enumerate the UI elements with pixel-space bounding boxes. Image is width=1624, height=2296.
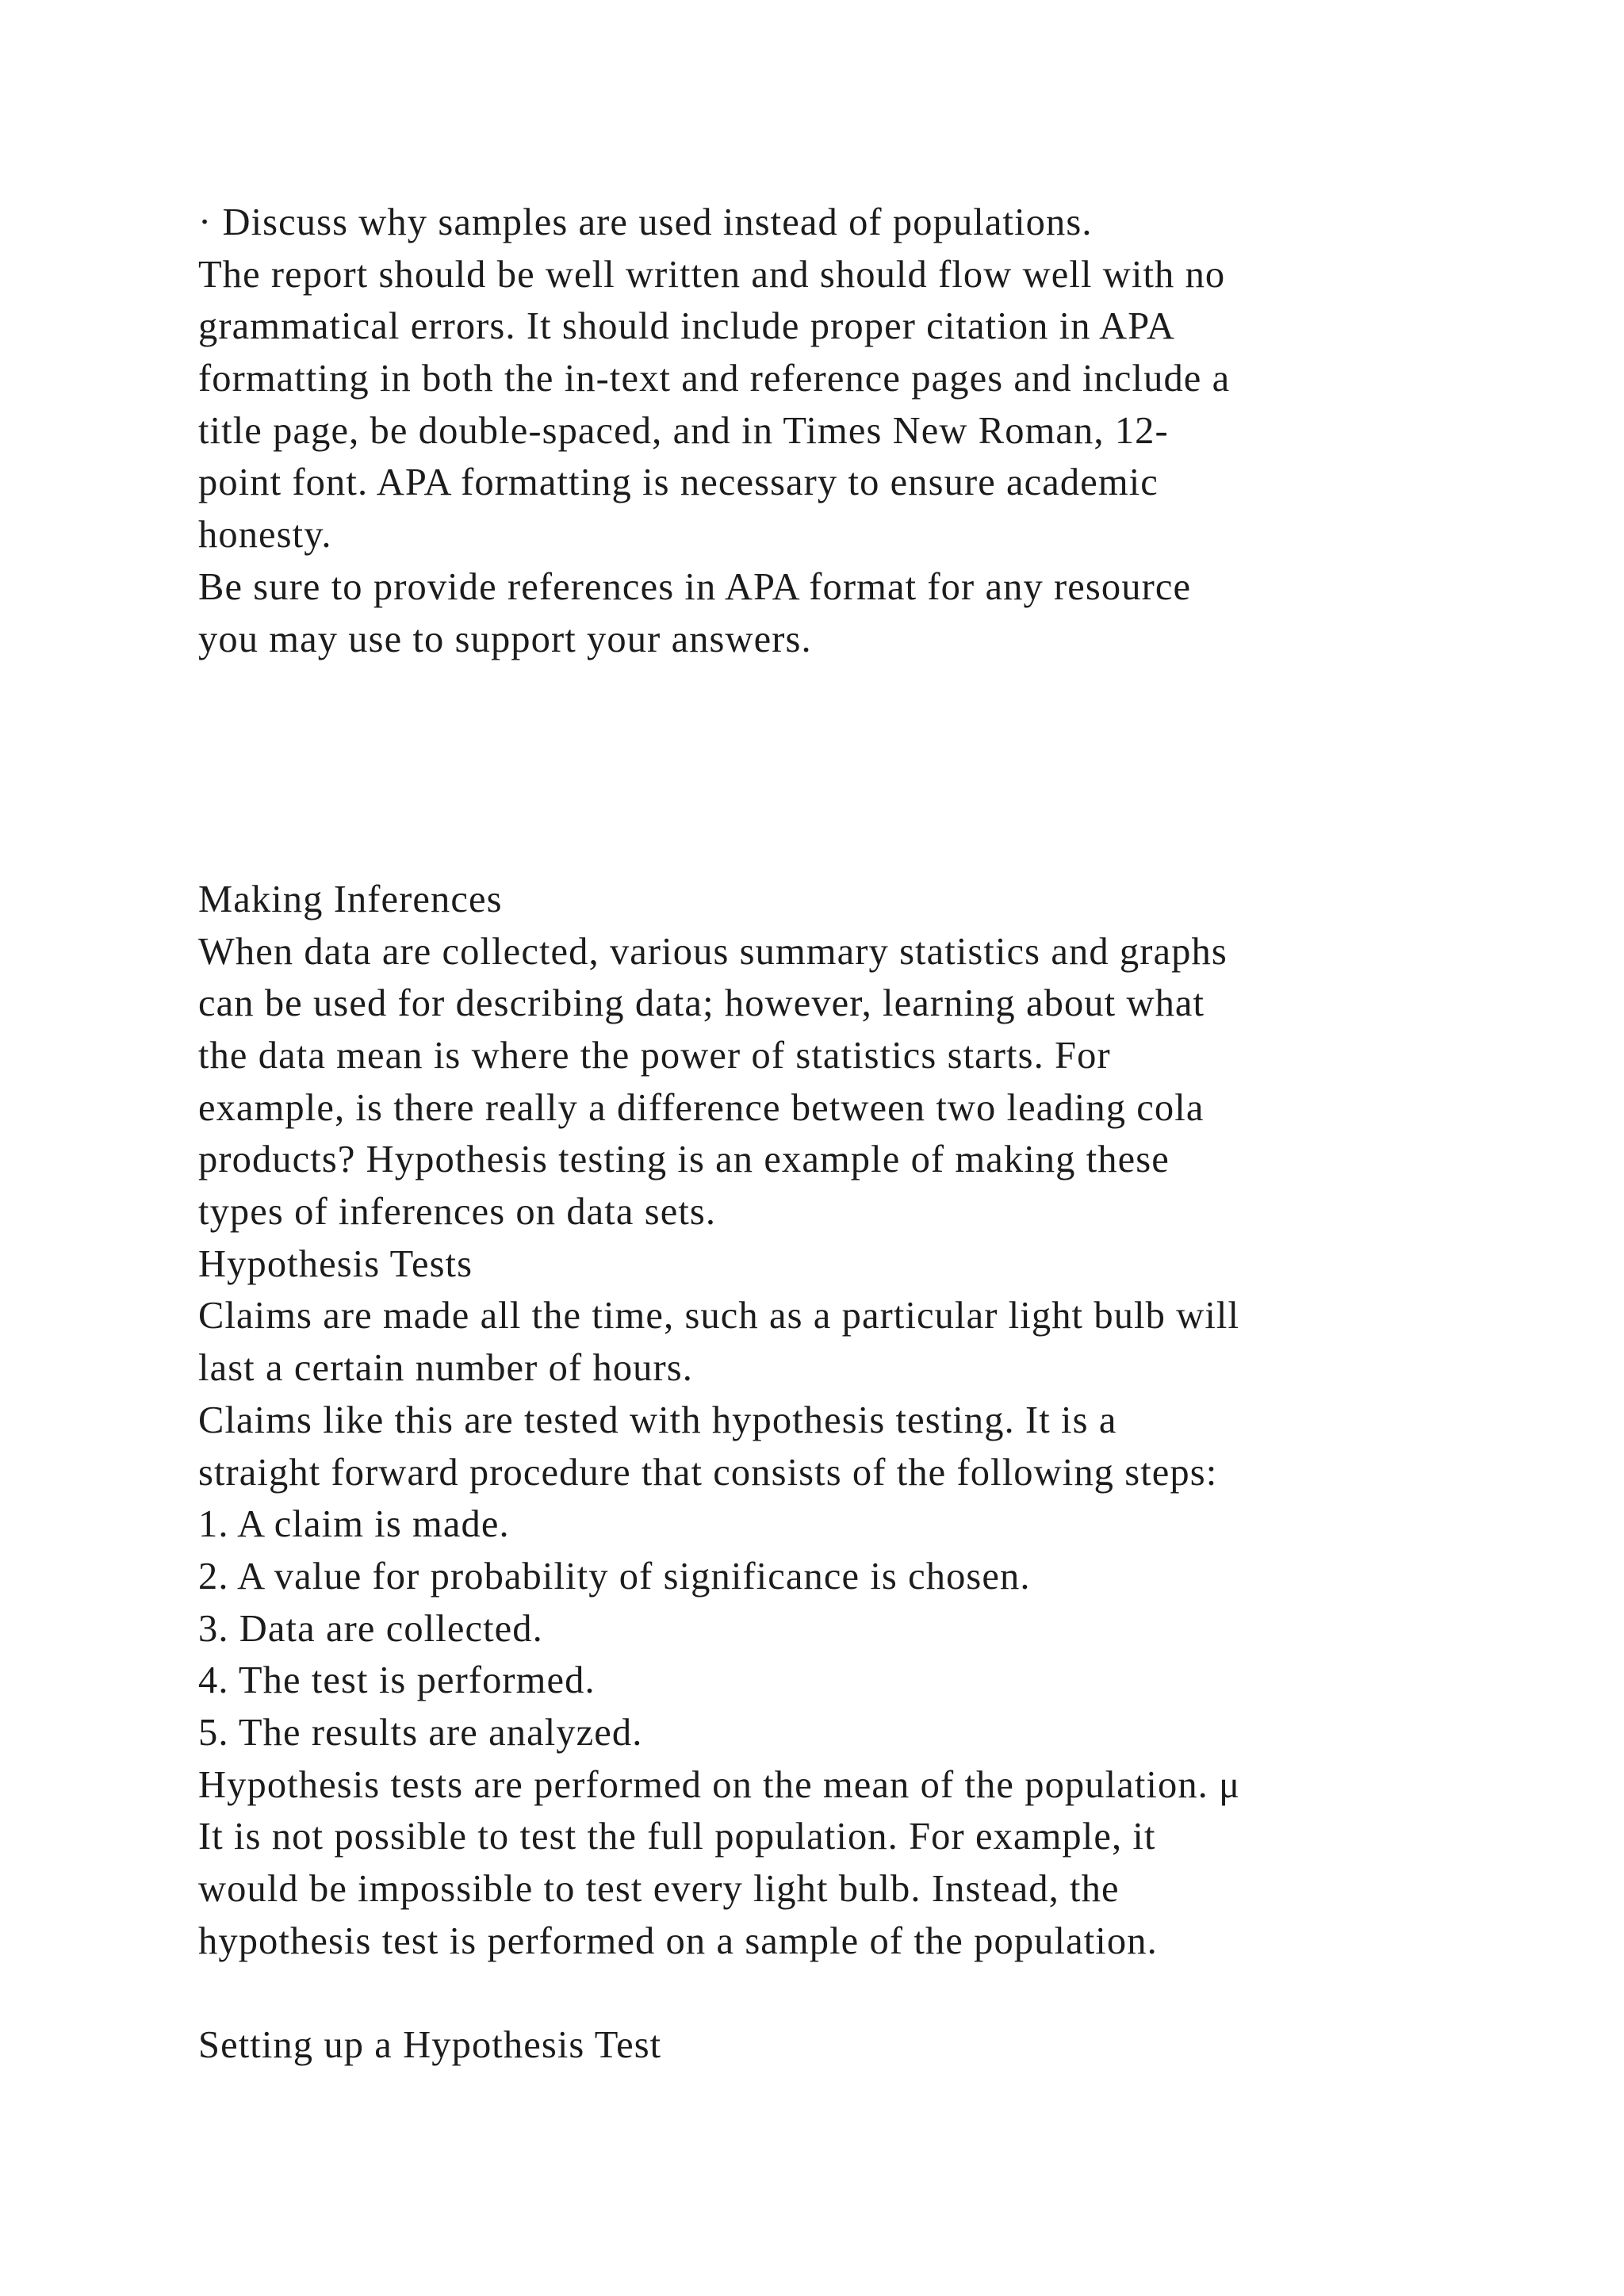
text-line: can be used for describing data; however, learning about what: [198, 982, 1205, 1025]
text-line: you may use to support your answers.: [198, 618, 812, 660]
text-line: It is not possible to test the full population. For example, it: [198, 1816, 1156, 1858]
text-line: · Discuss why samples are used instead of populations.: [198, 201, 1093, 243]
text-line: title page, be double-spaced, and in Times New Roman, 12-: [198, 409, 1169, 452]
text-line: Claims like this are tested with hypothesis testing. It is a: [198, 1399, 1117, 1441]
text-line: Claims are made all the time, such as a particular light bulb will: [198, 1295, 1240, 1337]
text-line: point font. APA formatting is necessary to ensure academic: [198, 461, 1159, 504]
text-line: example, is there really a difference between two leading cola: [198, 1086, 1205, 1129]
blank-line: [198, 821, 1483, 874]
text-line: When data are collected, various summary statistics and graphs: [198, 930, 1228, 973]
blank-line: [198, 665, 1483, 718]
list-item: 5. The results are analyzed.: [198, 1711, 643, 1754]
list-item: 1. A claim is made.: [198, 1503, 510, 1546]
text-line: Hypothesis tests are performed on the mean of the population. μ: [198, 1763, 1241, 1806]
text-line: formatting in both the in-text and reference pages and include a: [198, 358, 1231, 400]
blank-line: [198, 718, 1483, 770]
text-line: last a certain number of hours.: [198, 1347, 693, 1390]
text-line: The report should be well written and should flow well with no: [198, 253, 1226, 296]
list-item: 4. The test is performed.: [198, 1659, 596, 1702]
section-heading: Setting up a Hypothesis Test: [198, 2024, 662, 2067]
text-line: hypothesis test is performed on a sample of the population.: [198, 1919, 1158, 1962]
section-heading: Making Inferences: [198, 878, 503, 920]
text-line: types of inferences on data sets.: [198, 1191, 717, 1234]
blank-line: [198, 1967, 1483, 2019]
text-line: would be impossible to test every light bulb. Instead, the: [198, 1868, 1120, 1910]
document-text: [198, 197, 1483, 2072]
blank-line: [198, 770, 1483, 822]
text-line: grammatical errors. It should include proper citation in APA: [198, 305, 1175, 348]
list-item: 2. A value for probability of significance is chosen.: [198, 1555, 1031, 1598]
text-line: straight forward procedure that consists of the following steps:: [198, 1451, 1218, 1494]
section-heading: Hypothesis Tests: [198, 1242, 473, 1285]
text-line: Be sure to provide references in APA format for any resource: [198, 565, 1192, 608]
list-item: 3. Data are collected.: [198, 1607, 543, 1650]
text-line: honesty.: [198, 514, 332, 557]
text-line: products? Hypothesis testing is an example of making these: [198, 1138, 1170, 1181]
text-line: the data mean is where the power of statistics starts. For: [198, 1035, 1111, 1077]
